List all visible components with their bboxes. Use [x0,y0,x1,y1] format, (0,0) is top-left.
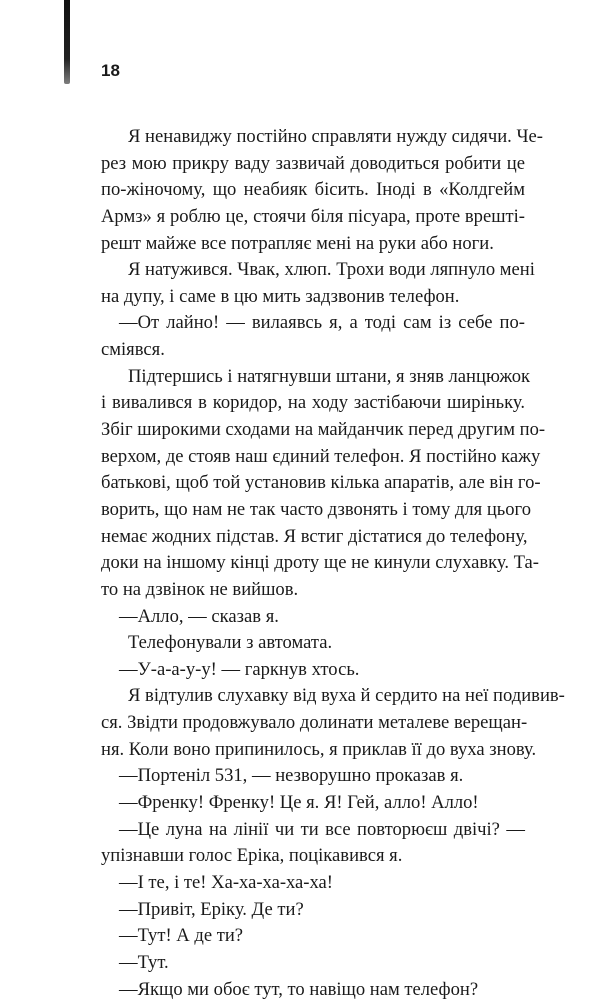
text-line: Телефонували з автомата. [101,630,525,657]
text-line: доки на іншому кінці дроту ще не кинули слухавку. Та- [101,550,525,577]
text-line: ворить, що нам не так часто дзвонять і тому для цього [101,497,525,524]
text-line: решт майже все потрапляє мені на руки або ноги. [101,231,525,258]
text-line: —Це луна на лінії чи ти все повторюєш двічі? — [101,817,525,844]
text-line: батькові, щоб той установив кілька апаратів, але він го- [101,470,525,497]
text-line: по-жіночому, що неабияк бісить. Іноді в «Колдгейм [101,177,525,204]
text-line: —Френку! Френку! Це я. Я! Гей, алло! Алло! [101,790,525,817]
text-line: —Тут. [101,950,525,977]
text-line: —Портеніл 531, — незворушно проказав я. [101,763,525,790]
text-line: Я ненавиджу постійно справляти нужду сидячи. Че- [101,124,525,151]
text-line: —І те, і те! Ха-ха-ха-ха-ха! [101,870,525,897]
text-line: Армз» я роблю це, стоячи біля пісуара, проте врешті- [101,204,525,231]
text-line: ся. Звідти продовжувало долинати металеве верещан- [101,710,525,737]
text-line: сміявся. [101,337,525,364]
page-number: 18 [101,61,120,81]
text-line: —Привіт, Еріку. Де ти? [101,897,525,924]
text-line: —Тут! А де ти? [101,923,525,950]
text-line: верхом, де стояв наш єдиний телефон. Я постійно кажу [101,444,525,471]
body-text [101,124,525,1003]
text-line: немає жодних підстав. Я встиг дістатися до телефону, [101,524,525,551]
text-line: Збіг широкими сходами на майданчик перед другим по- [101,417,525,444]
text-line: —Якщо ми обоє тут, то навіщо нам телефон? [101,977,525,1003]
text-line: упізнавши голос Еріка, поцікавився я. [101,843,525,870]
text-line: Я відтулив слухавку від вуха й сердито на неї подивив- [101,683,525,710]
text-line: на дупу, і саме в цю мить задзвонив телефон. [101,284,525,311]
text-line: і вивалився в коридор, на ходу застібаючи ширіньку. [101,390,525,417]
text-line: —Алло, — сказав я. [101,604,525,631]
text-line: —У-а-а-у-у! — гаркнув хтось. [101,657,525,684]
text-line: рез мою прикру ваду зазвичай доводиться робити це [101,151,525,178]
text-line: Я натужився. Чвак, хлюп. Трохи води ляпнуло мені [101,257,525,284]
text-line: Підтершись і натягнувши штани, я зняв ланцюжок [101,364,525,391]
text-line: то на дзвінок не вийшов. [101,577,525,604]
page-edge-mark [64,0,70,84]
text-line: ня. Коли воно припинилось, я приклав її до вуха знову. [101,737,525,764]
text-line: —От лайно! — вилаявсь я, а тоді сам із себе по- [101,310,525,337]
